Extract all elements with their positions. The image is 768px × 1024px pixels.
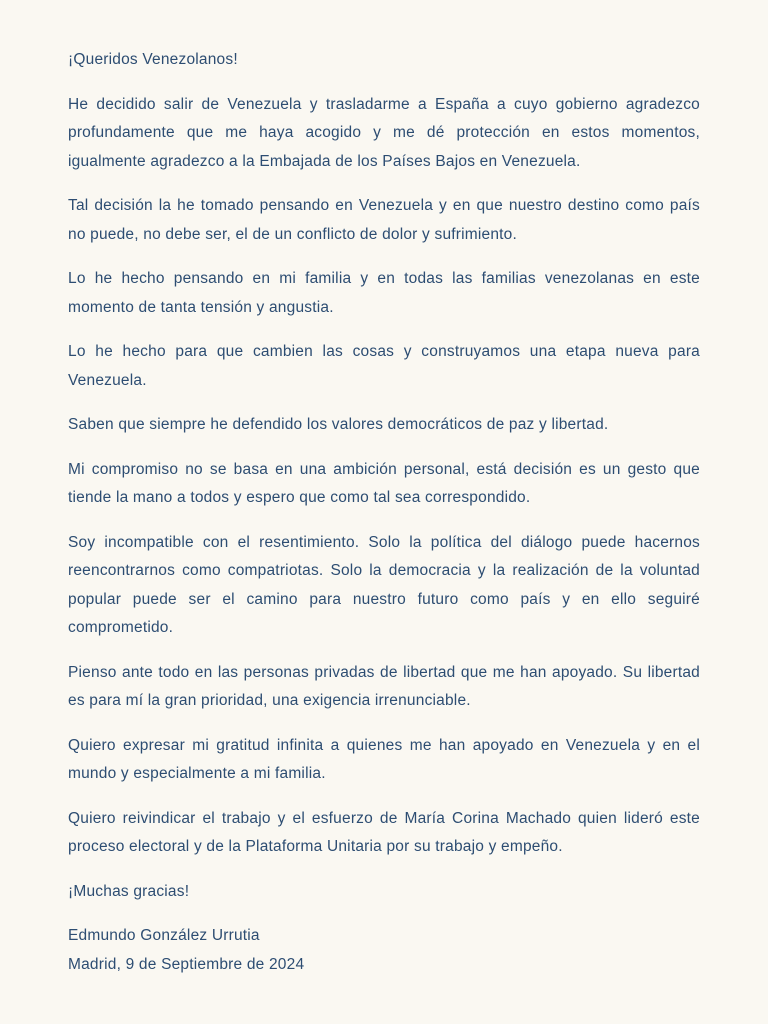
letter-paragraph: Saben que siempre he defendido los valores democráticos de paz y libertad. (68, 416, 609, 433)
letter-paragraph: Lo he hecho pensando en mi familia y en todas las familias venezolanas en este momento de tanta tensión y angustia. (68, 270, 700, 316)
letter-closing: ¡Muchas gracias! (68, 882, 190, 900)
letter-paragraph: Mi compromiso no se basa en una ambición personal, está decisión es un gesto que tiende la mano a todos y espero que como tal sea correspondido. (68, 460, 700, 506)
signature-block (68, 922, 700, 979)
letter-paragraph: Tal decisión la he tomado pensando en Venezuela y en que nuestro destino como país no puede, no debe ser, el de un conflicto de dolor y sufrimiento. (68, 197, 700, 243)
signature-name: Edmundo González Urrutia (68, 927, 260, 944)
letter-paragraph: Lo he hecho para que cambien las cosas y construyamos una etapa nueva para Venezuela. (68, 343, 700, 389)
letter-paragraph: Quiero reivindicar el trabajo y el esfuerzo de María Corina Machado quien lideró este proceso electoral y de la Plataforma Unitaria por su trabajo y empeño. (68, 809, 700, 855)
letter-paragraph: Quiero expresar mi gratitud infinita a quienes me han apoyado en Venezuela y en el mundo y especialmente a mi familia. (68, 736, 700, 782)
letter-paragraph: Soy incompatible con el resentimiento. Solo la política del diálogo puede hacernos reencontrarnos como compatriotas. Solo la democracia y la realización de la voluntad popular puede ser el camino para nuestro futuro como país y en ello seguiré comprometido. (68, 533, 700, 636)
signature-date: Madrid, 9 de Septiembre de 2024 (68, 955, 305, 973)
letter-paragraph: Pienso ante todo en las personas privadas de libertad que me han apoyado. Su libertad es para mí la gran prioridad, una exigencia irrenunciable. (68, 663, 700, 709)
letter-paragraph: He decidido salir de Venezuela y trasladarme a España a cuyo gobierno agradezco profundamente que me haya acogido y me dé protección en estos momentos, igualmente agradezco a la Embajada de los Países Bajos en Venezuela. (68, 95, 700, 170)
letter-salutation: ¡Queridos Venezolanos! (68, 51, 238, 68)
